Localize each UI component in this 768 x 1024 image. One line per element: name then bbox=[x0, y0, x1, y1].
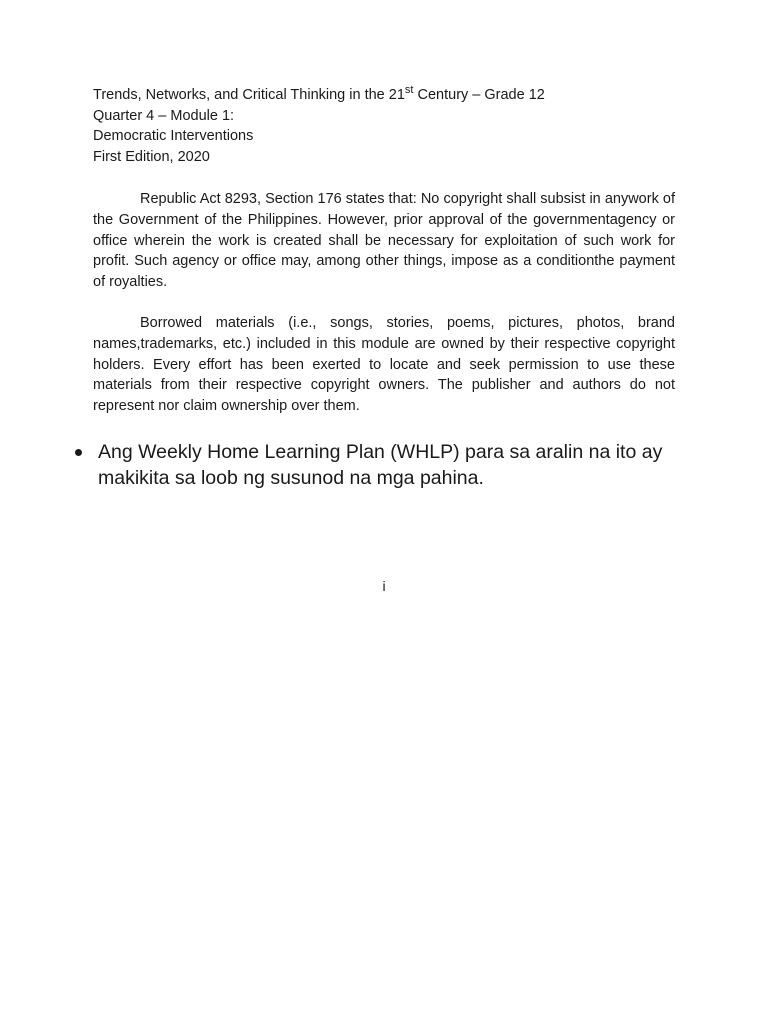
course-title-prefix: Trends, Networks, and Critical Thinking in the 21 bbox=[93, 87, 405, 103]
quarter-module: Quarter 4 – Module 1: bbox=[93, 107, 235, 124]
copyright-paragraph: Republic Act 8293, Section 176 states that: No copyright shall subsist in anywork of the Government of the Philippines. However, prior approval of the governmentagency or office wherein the work is created shall be necessary for exploitation of such work for profit. Such agency or office may, among other things, impose as a conditionthe payment of royalties. bbox=[93, 191, 675, 291]
module-header bbox=[93, 85, 693, 167]
bullet-icon bbox=[75, 449, 82, 456]
course-title-superscript: st bbox=[404, 84, 414, 96]
page-number: i bbox=[382, 578, 386, 594]
course-title bbox=[93, 85, 693, 106]
course-title-suffix: Century – Grade 12 bbox=[413, 87, 545, 103]
edition: First Edition, 2020 bbox=[93, 148, 210, 165]
borrowed-materials-paragraph: Borrowed materials (i.e., songs, stories, poems, pictures, photos, brand names,trademarks, etc.) included in this module are owned by their respective copyright holders. Every effort has been exerted to locate and seek permission to use these materials from their respective copyright owners. The publisher and authors do not represent nor claim ownership over them. bbox=[93, 315, 675, 415]
whlp-bullet-item bbox=[75, 439, 685, 491]
whlp-bullet-text: Ang Weekly Home Learning Plan (WHLP) para sa aralin na ito ay makikita sa loob ng susunod na mga pahina. bbox=[98, 441, 663, 489]
module-title: Democratic Interventions bbox=[93, 128, 254, 145]
